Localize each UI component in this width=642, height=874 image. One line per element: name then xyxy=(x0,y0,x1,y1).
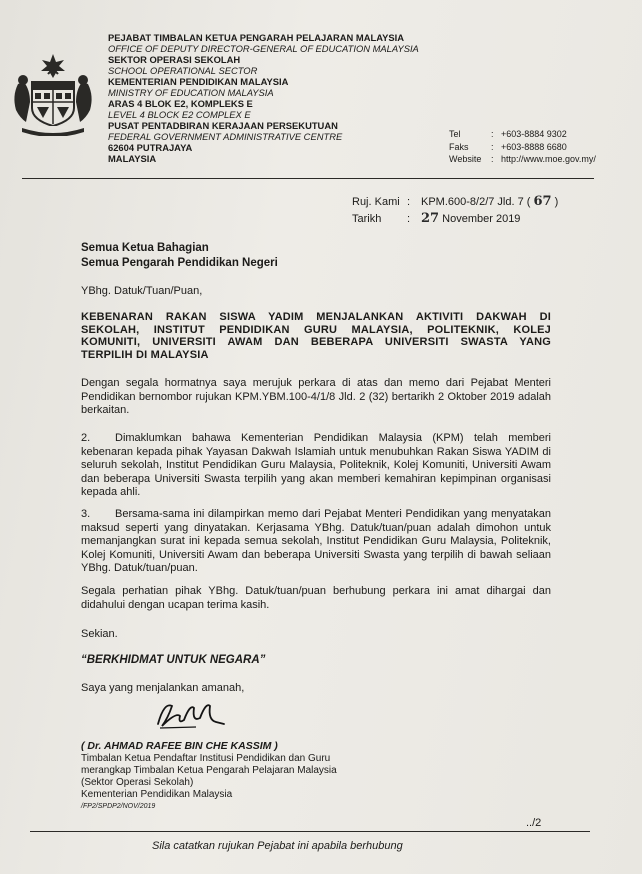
letterhead-line: LEVEL 4 BLOCK E2 COMPLEX E xyxy=(108,109,251,120)
letterhead-line: SCHOOL OPERATIONAL SECTOR xyxy=(108,65,258,76)
signature-mark xyxy=(150,694,230,734)
letterhead-line: KEMENTERIAN PENDIDIKAN MALAYSIA xyxy=(108,76,289,87)
letterhead-address xyxy=(108,32,419,164)
letterhead-line: PEJABAT TIMBALAN KETUA PENGARAH PELAJARAN MALAYSIA xyxy=(108,32,405,43)
reference-number: Ruj. Kami : KPM.600-8/2/7 Jld. 7 ( 67 ) xyxy=(352,194,559,209)
recipient: Semua Pengarah Pendidikan Negeri xyxy=(81,257,278,269)
letterhead-line: SEKTOR OPERASI SEKOLAH xyxy=(108,54,241,65)
paragraph-1: Dengan segala hormatnya saya merujuk perkara di atas dan memo dari Pejabat Menteri Pendidikan bernombor rujukan KPM.YBM.100-4/1/8 Jld. 2 (32) bertarikh 2 Oktober 2019 adalah berkaitan. xyxy=(81,377,551,416)
letterhead-line: OFFICE OF DEPUTY DIRECTOR-GENERAL OF EDUCATION MALAYSIA xyxy=(108,43,419,54)
handwritten-ref: 67 xyxy=(533,194,552,209)
letterhead-line: ARAS 4 BLOK E2, KOMPLEKS E xyxy=(108,98,253,109)
page-marker: ../2 xyxy=(526,817,542,829)
subject-line: TERPILIH DI MALAYSIA xyxy=(81,348,209,361)
letterhead-line: FEDERAL GOVERNMENT ADMINISTRATIVE CENTRE xyxy=(108,131,343,142)
closing: Sekian. xyxy=(81,628,118,640)
contact-website: Website : http://www.moe.gov.my/ xyxy=(449,154,596,165)
salutation: YBhg. Datuk/Tuan/Puan, xyxy=(81,285,203,297)
motto: “BERKHIDMAT UNTUK NEGARA” xyxy=(81,654,266,666)
recipient: Semua Ketua Bahagian xyxy=(81,242,209,254)
letterhead-line: 62604 PUTRAJAYA xyxy=(108,142,193,153)
letterhead-line: PUSAT PENTADBIRAN KERAJAAN PERSEKUTUAN xyxy=(108,120,338,131)
letterhead-line: MALAYSIA xyxy=(108,153,157,164)
paragraph-4: Segala perhatian pihak YBhg. Datuk/tuan/puan berhubung perkara ini amat dihargai dan didahului dengan ucapan terima kasih. xyxy=(81,585,551,611)
paragraph-number: 2. xyxy=(81,432,91,444)
letter-date: Tarikh : 27 November 2019 xyxy=(352,211,521,226)
subject-line: SEKOLAH, INSTITUT PENDIDIKAN GURU MALAYSIA, POLITEKNIK, KOLEJ xyxy=(81,323,551,336)
subject-line: KEBENARAN RAKAN SISWA YADIM MENJALANKAN AKTIVITI DAKWAH DI xyxy=(81,311,551,323)
contact-fax: Faks : +603-8888 6680 xyxy=(449,141,567,152)
paragraph-3: Bersama-sama ini dilampirkan memo dari Pejabat Menteri Pendidikan yang menyatakan maksud seperti yang dinyatakan. Kerjasama YBhg. Datuk/tuan/puan adalah dimohon untuk memanjangkan surat ini kepada semua sekolah, Institut Pendidikan Guru Malaysia, Politeknik, Kolej Komuniti, Universiti Awam dan beberapa Universiti Swasta yang terpilih di bawah seliaan YBhg. Datuk/tuan/puan. xyxy=(81,508,551,574)
file-code: /FP2/SPDP2/NOV/2019 xyxy=(81,803,156,810)
handwritten-day: 27 xyxy=(421,211,440,226)
subject-line: KOMUNITI, UNIVERSITI AWAM DAN BEBERAPA UNIVERSITI SWASTA YANG xyxy=(81,336,551,349)
signatory-title: Kementerian Pendidikan Malaysia xyxy=(81,789,233,800)
trust-line: Saya yang menjalankan amanah, xyxy=(81,682,245,694)
paragraph-number: 3. xyxy=(81,508,91,520)
signatory-title: (Sektor Operasi Sekolah) xyxy=(81,777,194,788)
header-divider xyxy=(22,178,594,179)
signatory-name: ( Dr. AHMAD RAFEE BIN CHE KASSIM ) xyxy=(81,740,278,752)
subject-heading xyxy=(81,311,551,361)
coat-of-arms-emblem xyxy=(4,52,102,136)
contact-block xyxy=(449,128,596,166)
letterhead-line: MINISTRY OF EDUCATION MALAYSIA xyxy=(108,87,274,98)
footer-divider xyxy=(30,831,590,832)
contact-tel: Tel : +603-8884 9302 xyxy=(449,129,567,139)
footer-note: Sila catatkan rujukan Pejabat ini apabila berhubung xyxy=(152,840,403,852)
signatory-title: merangkap Timbalan Ketua Pengarah Pelajaran Malaysia xyxy=(81,765,337,776)
paragraph-2: Dimaklumkan bahawa Kementerian Pendidikan Malaysia (KPM) telah memberi kebenaran kepada pihak Yayasan Dakwah Islamiah untuk menubuhkan Rakan Siswa YADIM di seluruh sekolah, Institut Pendidikan Guru Malaysia, Politeknik, Kolej Komuniti, Universiti Awam dan beberapa Universiti Swasta terpilih yang akan memberi kemahiran kepimpinan organisasi kepada ahli. xyxy=(81,432,551,498)
signatory-title: Timbalan Ketua Pendaftar Institusi Pendidikan dan Guru xyxy=(81,753,331,764)
